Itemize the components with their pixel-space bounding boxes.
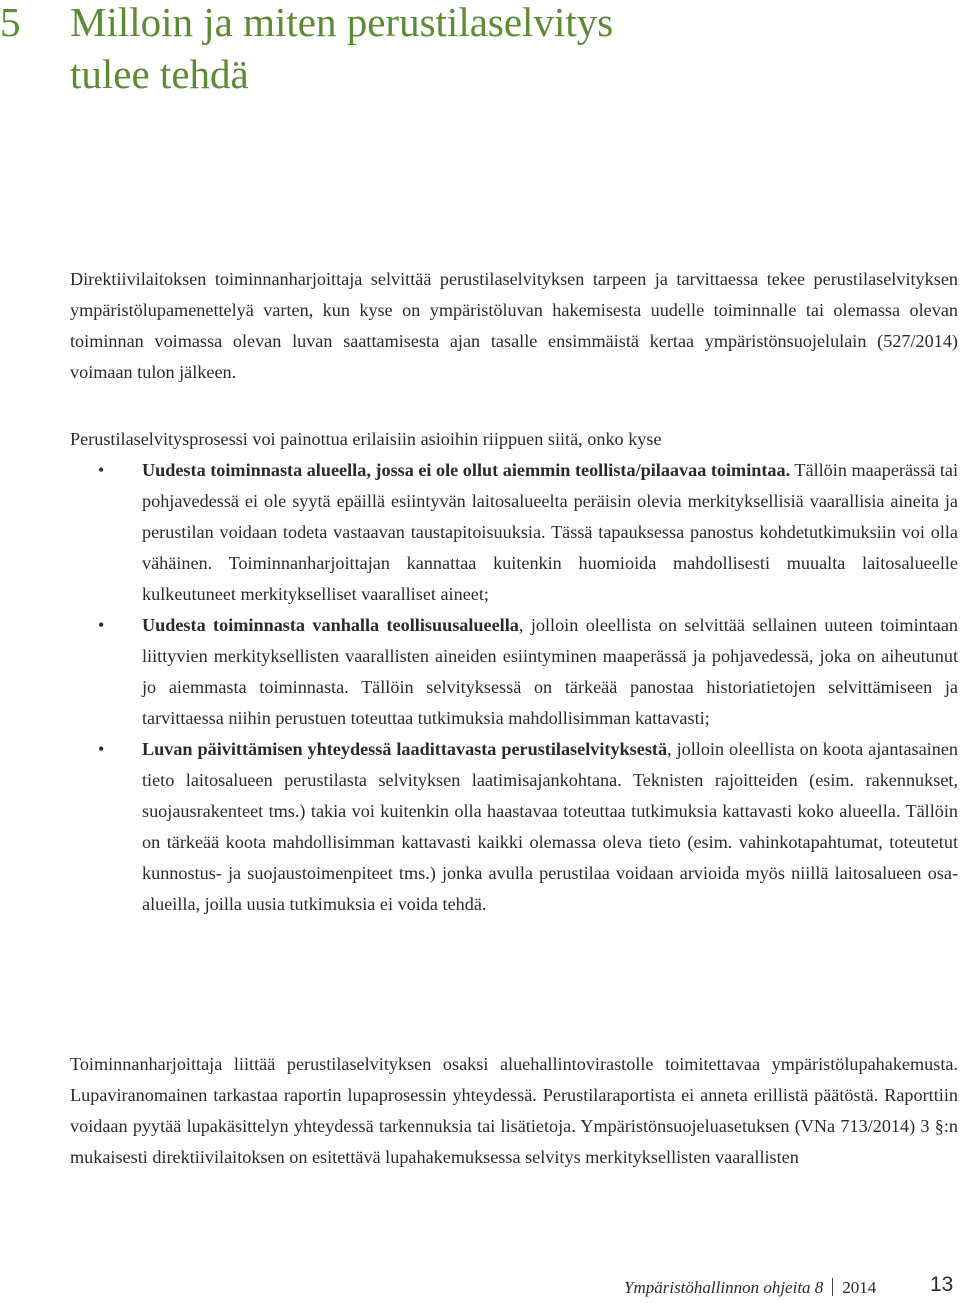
page-number: 13	[930, 1273, 954, 1296]
bullet-icon: •	[98, 460, 105, 480]
case-list	[70, 455, 958, 920]
list-item-lead: Uudesta toiminnasta vanhalla teollisuusalueella	[142, 615, 519, 635]
list-item-text: Tällöin maaperässä tai pohjavedessä ei ole syytä epäillä esiintyvän laitosalueelta peräisin olevia merkityksellisiä vaarallisia aineita ja perustilan voidaan todeta vastaavan taustapitoisuuksia. Tässä tapauksessa panostus kohdetutkimuksiin voi olla vähäinen. Toiminnanharjoittajan kannattaa kuitenkin huomioida mahdollisesti muualta laitosalueelle kulkeutuneet merkitykselliset vaaralliset aineet;	[142, 460, 959, 604]
process-section	[70, 424, 958, 920]
journal-issue: 8	[814, 1278, 824, 1297]
bullet-icon: •	[98, 739, 105, 759]
page-footer	[624, 1276, 876, 1300]
submission-paragraph: Toiminnanharjoittaja liittää perustilaselvityksen osaksi aluehallintovirastolle toimitettavaa ympäristölupahakemusta. Lupaviranomainen tarkastaa raportin lupaprosessin yhteydessä. Perustilaraportista ei anneta erillistä päätöstä. Raporttiin voidaan pyytää lupakäsittelyn yhteydessä tarkennuksia tai lisätietoja. Ympäristönsuojeluasetuksen (VNa 713/2014) 3 §:n mukaisesti direktiivilaitoksen on esitettävä lupahakemuksessa selvitys merkityksellisten vaarallisten	[70, 1054, 958, 1167]
list-item-text: , jolloin oleellista on selvittää sellainen uuteen toimintaan liittyvien merkityksellisten vaarallisten aineiden esiintyminen maaperässä ja pohjavedessä, joka on aiheutunut jo aiemmasta toiminnasta. Tällöin selvityksessä on tärkeää panostaa historiatietojen selvittämiseen ja tarvittaessa niihin perustuen toteuttaa tutkimuksia mahdollisimman kattavasti;	[142, 615, 959, 728]
chapter-title-line-2: tulee tehdä	[70, 51, 249, 97]
list-item	[70, 734, 958, 920]
journal-year: 2014	[842, 1278, 877, 1297]
process-intro: Perustilaselvitysprosessi voi painottua erilaisiin asioihin riippuen siitä, onko kyse	[70, 429, 662, 449]
chapter-title-line-1: Milloin ja miten perustilaselvitys	[70, 0, 614, 45]
footer-divider	[832, 1278, 833, 1296]
list-item-text: , jolloin oleellista on koota ajantasainen tieto laitosalueen perustilasta selvityksen laatimisajankohtana. Teknisten rajoitteiden (esim. rakennukset, suojausrakenteet tms.) takia voi kuitenkin olla haastavaa toteuttaa tutkimuksia kattavasti koko alueella. Tällöin on tärkeää koota mahdollisimman kattavasti kaikki olemassa oleva tieto (esim. vahinkotapahtumat, toteutetut kunnostus- ja suojaustoimenpiteet tms.) jonka avulla perustilaa voidaan arvioida myös niillä laitosalueen osa-alueilla, joilla uusia tutkimuksia ei voida tehdä.	[142, 739, 958, 914]
list-item-lead: Luvan päivittämisen yhteydessä laadittavasta perustilaselvityksestä	[142, 739, 668, 759]
list-item	[70, 455, 958, 610]
list-item-lead: Uudesta toiminnasta alueella, jossa ei ole ollut aiemmin teollista/pilaavaa toimintaa.	[142, 460, 791, 480]
list-item	[70, 610, 958, 734]
bullet-icon: •	[98, 615, 105, 635]
intro-paragraph: Direktiivilaitoksen toiminnanharjoittaja selvittää perustilaselvityksen tarpeen ja tarvittaessa tekee perustilaselvityksen ympäristölupamenettelyä varten, kun kyse on ympäristöluvan hakemisesta uudelle toiminnalle tai olemassa olevan toiminnan voimassa olevan luvan saattamisesta ajan tasalle ensimmäistä kertaa ympäristönsuojelulain (527/2014) voimaan tulon jälkeen.	[70, 269, 958, 382]
chapter-number: 5	[0, 0, 21, 45]
journal-title: Ympäristöhallinnon ohjeita	[624, 1278, 811, 1297]
